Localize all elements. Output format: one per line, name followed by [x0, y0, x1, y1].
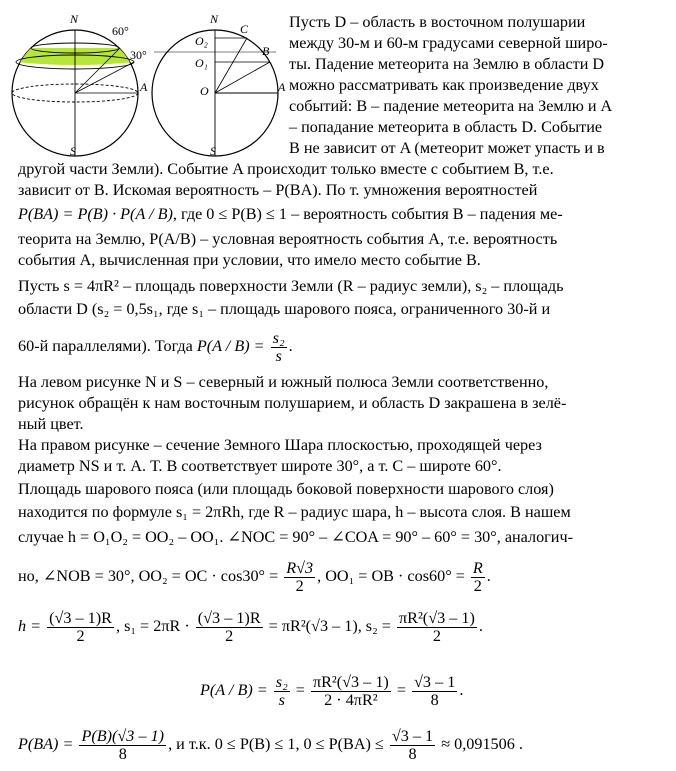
left-label-60: 60°: [112, 24, 129, 38]
para2-line-5: диаметр NS и т. A. Т. B соответствует широте 30°, а т. C – широте 60°.: [18, 457, 502, 475]
right-label-b: B: [262, 44, 270, 58]
line-d: области D (s₂ = 0,5s₁, где s₁ – площадь шарового пояса, ограниченного 30-й и: [18, 300, 551, 318]
para1-line-1: другой части Земли). Событие A происходит только вместе с событием B, т.е.: [18, 160, 554, 178]
para2-line-4: На правом рисунке – сечение Земного Шара плоскостью, проходящей через: [18, 436, 542, 454]
then-den: s: [275, 346, 282, 365]
then-end: .: [288, 337, 293, 355]
para1-line-2: зависит от B. Искомая вероятность – P(BA). По т. умножения вероятностей: [18, 181, 538, 199]
then-lhs: P(A / B) =: [196, 337, 265, 355]
left-label-a: A: [140, 80, 148, 94]
pab-frac-2: $\frac{\text{πR²(√3 – 1)}}{\text{2 · 4πR²}}$: [312, 672, 389, 709]
para2-line-1: На левом рисунке N и S – северный и южный полюса Земли соответственно,: [18, 373, 549, 391]
intro-line-7: B не зависит от A (метеорит может упасть и в: [289, 139, 605, 157]
h-frac: $\frac{(√3 - 1)R}{2}$: [49, 608, 112, 645]
pba-frac-2: $\frac{√3 - 1}{8}$: [391, 726, 434, 763]
pab-frac-1: $\frac{\text{s₂}}{s}$: [275, 672, 288, 709]
line-pab: P(A / B) = $\frac{\text{s₂}}{s}$ = $\frac{\text{πR²(√3 – 1)}}{\text{2 · 4πR²}}$ = $\frac{√3 - 1}{8}$ .: [200, 672, 464, 709]
para1-line-5: события A, вычисленная при условии, что имело место событие B.: [18, 251, 481, 269]
right-label-o: O: [200, 84, 209, 98]
intro-line-5: событий: B – падение метеорита на Землю и A: [289, 97, 613, 115]
right-label-o1: O₁: [195, 56, 208, 70]
line-s: Пусть s = 4πR² – площадь поверхности Земли (R – радиус земли), s₂ – площадь: [18, 277, 564, 295]
intro-line-2: между 30-м и 60-м градусами северной широ-: [289, 34, 608, 52]
para2-line-6: Площадь шарового пояса (или площадь боковой поверхности шарового слоя): [18, 480, 554, 498]
left-sphere-figure: [10, 10, 150, 160]
para2-line-7: находится по формуле s₁ = 2πRh, где R – радиус шара, h – высота слоя. В нашем: [18, 503, 571, 521]
oo-a: но, ∠NOB = 30°, OO₂ = OC · cos30° =: [18, 567, 279, 585]
then-fraction: [271, 330, 287, 365]
intro-line-6: – попадание метеорита в область D. Событие: [289, 118, 603, 136]
s2-frac: $\frac{\text{πR²(√3 – 1)}}{2}$: [398, 608, 475, 645]
para2-line-8: случае h = O₁O₂ = OO₂ – OO₁. ∠NOC = 90° – ∠COA = 90° – 60° = 30°, аналогич-: [18, 528, 573, 546]
para2-line-2: рисунок обращён к нам восточным полушарием, и область D закрашена в зелё-: [18, 394, 567, 412]
line-oo: но, ∠NOB = 30°, OO₂ = OC · cos30° = $\frac{R√3}{2}$ , OO₁ = OB · cos60° = $\frac{R}{2}$ .: [18, 558, 491, 595]
left-label-s: S: [70, 144, 76, 158]
radius-30: [75, 62, 134, 93]
mult-text: , где 0 ≤ P(B) ≤ 1 – вероятность события B – падения ме-: [172, 205, 563, 223]
line-h: h = $\frac{(√3 - 1)R}{2}$ , s₁ = 2πR · $\frac{(√3 - 1)R}{2}$ = πR²(√3 – 1), s₂ = $\frac{\text{πR²(√3 – 1)}}{2}$ .: [18, 608, 483, 645]
pab-frac-3: $\frac{√3 - 1}{8}$: [414, 672, 456, 709]
intro-line-3: ты. Падение метеорита на Землю в области D: [289, 55, 605, 73]
right-label-a: A: [278, 80, 286, 94]
then-text: 60-й параллелями). Тогда: [18, 337, 193, 355]
radius-ob: [215, 62, 270, 93]
left-label-30: 30°: [130, 48, 147, 62]
intro-line-4: можно рассматривать как произведение двух: [289, 76, 599, 94]
left-label-n: N: [70, 12, 79, 26]
then-num: s₂: [272, 328, 285, 347]
oo-b: , OO₁ = OB · cos60° =: [317, 567, 465, 585]
right-section-figure: [150, 10, 285, 160]
pba-frac-1: $\frac{P(B)(√3 - 1)}{8}$: [81, 726, 165, 763]
intro-line-1: Пусть D – область в восточном полушарии: [289, 13, 586, 31]
para1-line-4: теорита на Землю, P(A/B) – условная вероятность события A, т.е. вероятность: [18, 230, 558, 248]
para2-line-3: ный цвет.: [18, 415, 84, 433]
s1-frac: $\frac{(√3 - 1)R}{2}$: [197, 608, 261, 645]
line-then: [18, 328, 293, 365]
mult-line: [18, 204, 563, 225]
oo-frac-2: $\frac{R}{2}$: [472, 558, 483, 595]
mult-formula: P(BA) = P(B) · P(A / B): [18, 205, 173, 223]
right-label-c: C: [240, 22, 249, 36]
radius-oc: [215, 38, 247, 93]
right-label-n: N: [210, 12, 219, 26]
right-label-s: S: [210, 144, 216, 158]
oo-frac-1: $\frac{R√3}{2}$: [286, 558, 314, 595]
right-label-o2: O₂: [195, 34, 208, 48]
line-pba: P(BA) = $\frac{P(B)(√3 - 1)}{8}$ , и т.к. 0 ≤ P(B) ≤ 1, 0 ≤ P(BA) ≤ $\frac{√3 - 1}{8}$ ≈ 0,091506 .: [18, 726, 523, 763]
